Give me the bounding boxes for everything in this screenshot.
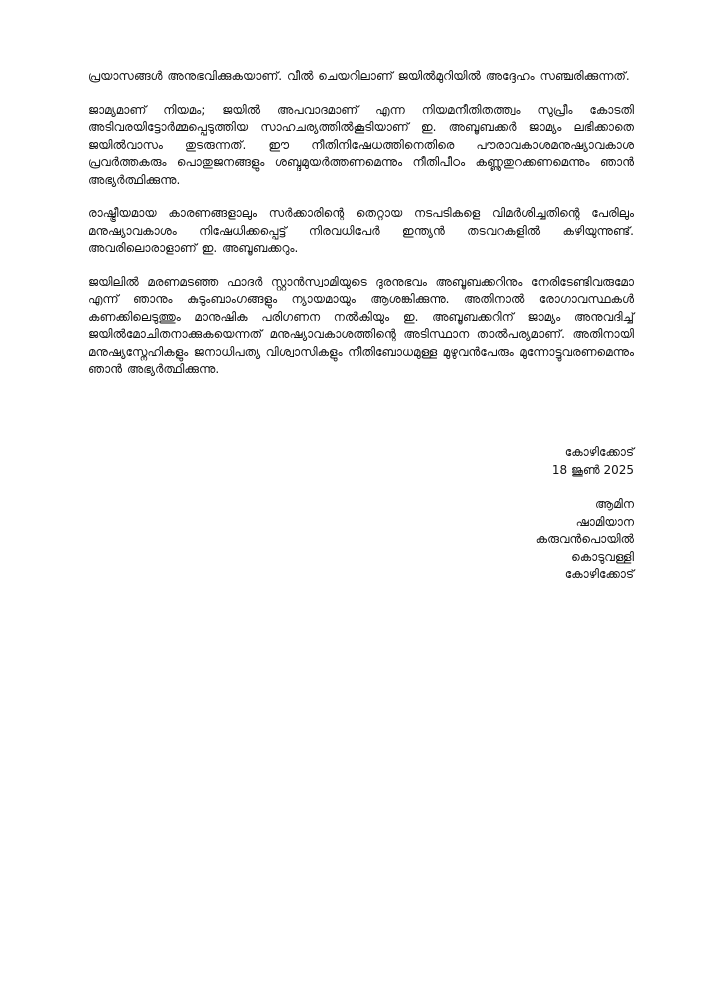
address-line-2: കരുവൻപൊയിൽ <box>535 532 634 546</box>
place: കോഴിക്കോട് <box>564 445 634 459</box>
paragraph-3: രാഷ്ട്രീയമായ കാരണങ്ങളാലും സർക്കാരിന്റെ തെറ്റായ നടപടികളെ വിമർശിച്ചതിന്റെ പേരിലും മനുഷ്യാവകാശം നിഷേധിക്കപ്പെട്ട് നിരവധിപേർ ഇന്ത്യൻ തടവറകളിൽ കഴിയുന്നുണ്ട്. അവരിലൊരാളാണ് ഇ. അബൂബക്കറും. <box>88 206 634 255</box>
address-line-3: കൊടുവള്ളി <box>571 549 634 564</box>
paragraph-4: ജയിലിൽ മരണമടഞ്ഞ ഫാദർ സ്റ്റാൻസ്വാമിയുടെ ദുരനുഭവം അബൂബക്കറിനും നേരിടേണ്ടിവരുമോ എന്ന് ഞാനും കുടുംബാംഗങ്ങളും ന്യായമായും ആശങ്കിക്കുന്നു. അതിനാൽ രോഗാവസ്ഥകൾ കണക്കിലെടുത്തും മാനുഷിക പരിഗണന നൽകിയും ഇ. അബൂബക്കറിന് ജാമ്യം അനുവദിച്ച് ജയിൽമോചിതനാക്കുകയെന്നത് മനുഷ്യാവകാശത്തിന്റെ അടിസ്ഥാന താൽപര്യമാണ്. അതിനായി മനുഷ്യസ്നേഹികളും ജനാധിപത്യ വിശ്വാസികളും നീതിബോധമുള്ള മുഴുവൻപേരും മുന്നോട്ടുവരണമെന്നും ഞാൻ അഭ്യർത്ഥിക്കുന്നു. <box>88 274 634 376</box>
letter-body <box>88 68 634 395</box>
address-line-1: ഷാമിയാന <box>575 514 634 529</box>
signature-block <box>536 444 634 584</box>
spacer <box>536 479 634 496</box>
date: 18 ജൂൺ 2025 <box>551 462 634 477</box>
paragraph-1: പ്രയാസങ്ങൾ അനുഭവിക്കുകയാണ്. വീൽ ചെയറിലാണ് ജയിൽമുറിയിൽ അദ്ദേഹം സഞ്ചരിക്കുന്നത്. <box>88 69 630 83</box>
address-line-4: കോഴിക്കോട് <box>564 567 634 581</box>
paragraph-2: ജാമ്യമാണ് നിയമം; ജയിൽ അപവാദമാണ് എന്ന നിയമനീതിതത്ത്വം സുപ്രീം കോടതി അടിവരയിട്ടോർമ്മപ്പെടുത്തിയ സാഹചര്യത്തിൽകൂടിയാണ് ഇ. അബൂബക്കർ ജാമ്യം ലഭിക്കാതെ ജയിൽവാസം തുടരുന്നത്. ഈ നീതിനിഷേധത്തിനെതിരെ പൗരാവകാശമനുഷ്യാവകാശ പ്രവർത്തകരും പൊതുജനങ്ങളും ശബ്ദമുയർത്തണമെന്നും നീതിപീഠം കണ്ണുതുറക്കണമെന്നും ഞാൻ അഭ്യർത്ഥിക്കുന്നു. <box>88 102 634 187</box>
sender-name: ആമിന <box>594 497 634 511</box>
